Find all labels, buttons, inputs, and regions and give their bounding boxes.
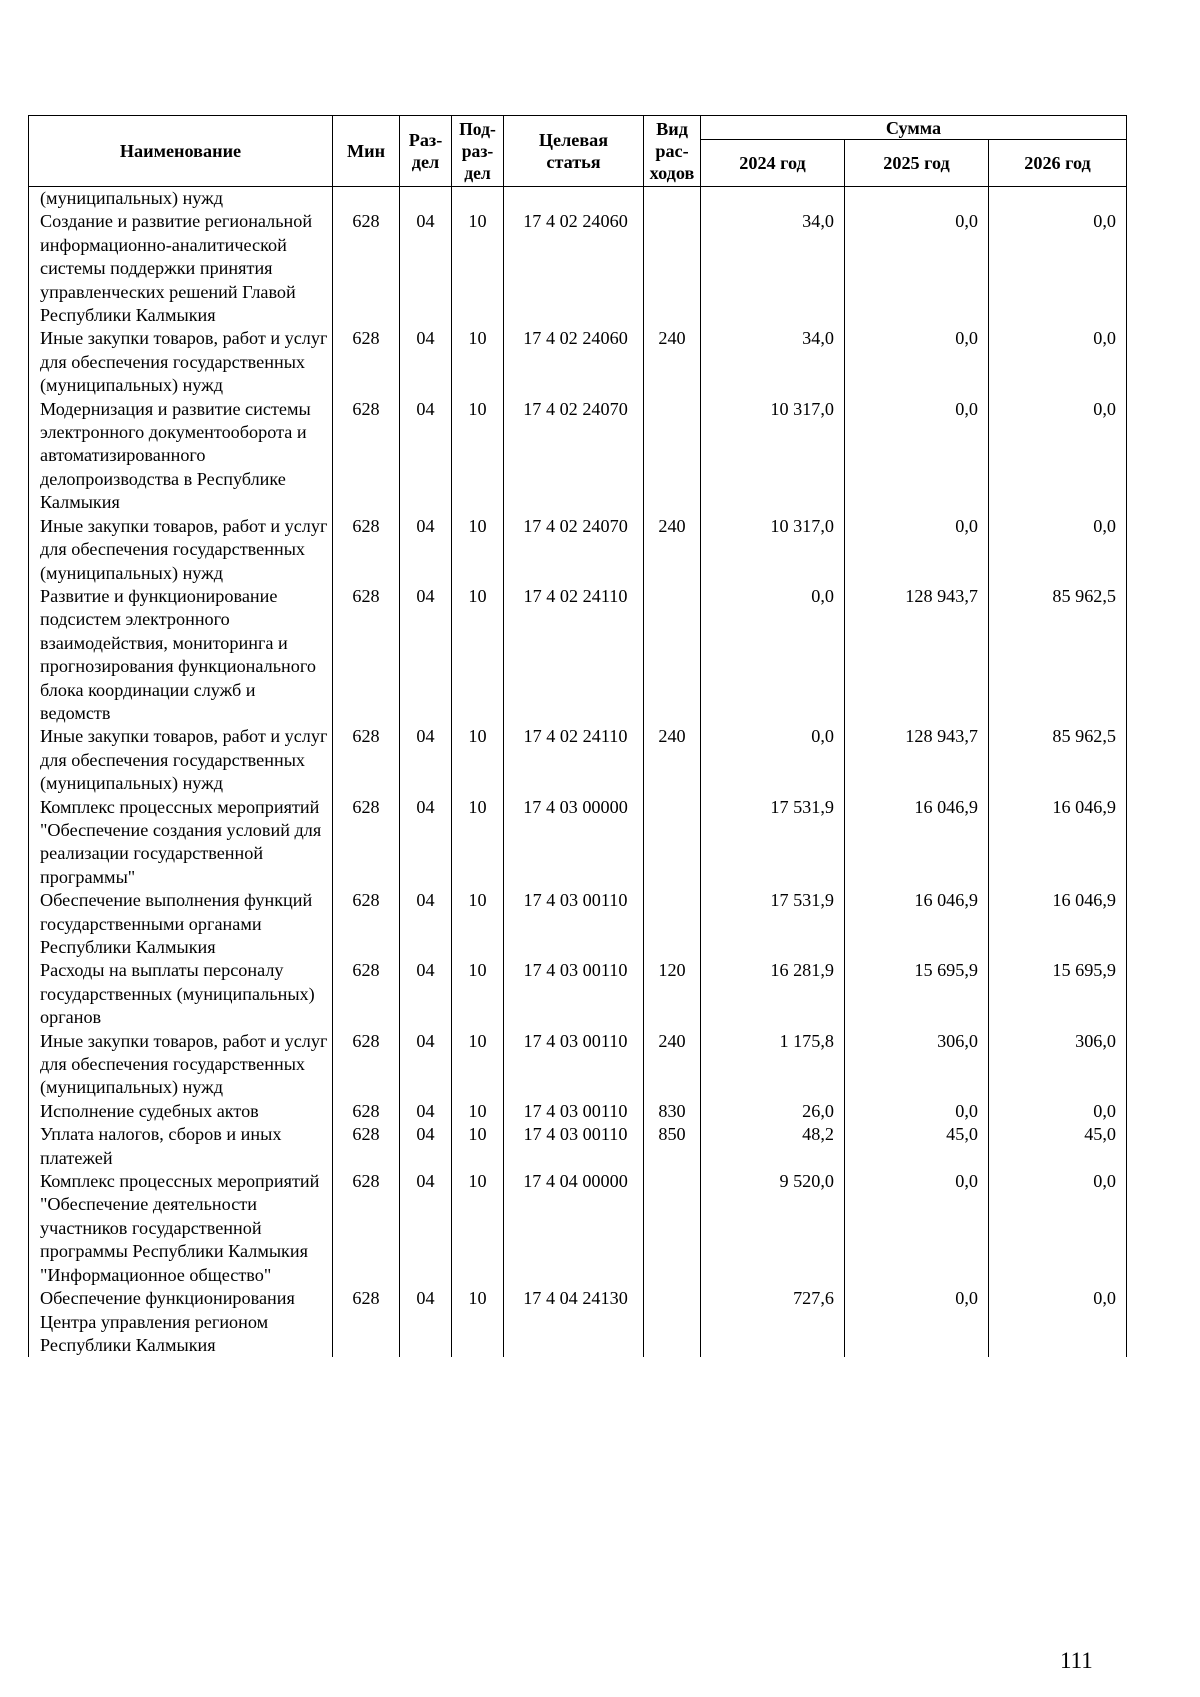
- table-row: [29, 1170, 1127, 1287]
- cell-2024: [701, 187, 845, 211]
- cell-min: 628: [333, 1100, 400, 1123]
- cell-2026: 16 046,9: [989, 889, 1127, 959]
- cell-name: Иные закупки товаров, работ и услуг для обеспечения государственных (муниципальных) нужд: [29, 515, 333, 585]
- cell-vid: [644, 796, 701, 890]
- cell-target: [504, 187, 644, 211]
- header-year-2026: 2026 год: [989, 140, 1127, 187]
- cell-2026: 306,0: [989, 1030, 1127, 1100]
- cell-min: [333, 187, 400, 211]
- cell-target: 17 4 04 24130: [504, 1287, 644, 1357]
- table-row: [29, 585, 1127, 725]
- cell-name: Иные закупки товаров, работ и услуг для обеспечения государственных (муниципальных) нужд: [29, 725, 333, 795]
- cell-razdel: 04: [400, 398, 452, 515]
- cell-vid: 240: [644, 725, 701, 795]
- cell-2026: 0,0: [989, 1287, 1127, 1357]
- table-row: [29, 210, 1127, 327]
- cell-vid: 240: [644, 515, 701, 585]
- cell-name: Исполнение судебных актов: [29, 1100, 333, 1123]
- cell-2026: 0,0: [989, 1100, 1127, 1123]
- cell-target: 17 4 04 00000: [504, 1170, 644, 1287]
- cell-2024: 1 175,8: [701, 1030, 845, 1100]
- cell-name: Обеспечение функционирования Центра управления регионом Республики Калмыкия: [29, 1287, 333, 1357]
- cell-target: 17 4 03 00110: [504, 959, 644, 1029]
- cell-2024: 48,2: [701, 1123, 845, 1170]
- cell-name: Расходы на выплаты персоналу государственных (муниципальных) органов: [29, 959, 333, 1029]
- cell-min: 628: [333, 796, 400, 890]
- cell-2024: 26,0: [701, 1100, 845, 1123]
- cell-razdel: 04: [400, 889, 452, 959]
- table-row: [29, 1100, 1127, 1123]
- table-row: [29, 889, 1127, 959]
- cell-vid: [644, 585, 701, 725]
- cell-2026: 15 695,9: [989, 959, 1127, 1029]
- cell-2024: 34,0: [701, 210, 845, 327]
- cell-vid: [644, 1170, 701, 1287]
- table-row: [29, 1123, 1127, 1170]
- cell-razdel: 04: [400, 1287, 452, 1357]
- cell-2024: 34,0: [701, 327, 845, 397]
- cell-target: 17 4 03 00110: [504, 1030, 644, 1100]
- cell-podrazdel: 10: [452, 1170, 504, 1287]
- cell-vid: 850: [644, 1123, 701, 1170]
- table-row: [29, 187, 1127, 211]
- cell-target: 17 4 02 24060: [504, 327, 644, 397]
- cell-2025: 0,0: [845, 398, 989, 515]
- cell-2026: 16 046,9: [989, 796, 1127, 890]
- cell-podrazdel: 10: [452, 889, 504, 959]
- cell-target: 17 4 03 00110: [504, 889, 644, 959]
- cell-target: 17 4 03 00110: [504, 1100, 644, 1123]
- cell-2025: [845, 187, 989, 211]
- cell-razdel: 04: [400, 1030, 452, 1100]
- cell-podrazdel: 10: [452, 1287, 504, 1357]
- cell-target: 17 4 03 00000: [504, 796, 644, 890]
- cell-2024: 10 317,0: [701, 398, 845, 515]
- cell-vid: [644, 398, 701, 515]
- cell-razdel: 04: [400, 210, 452, 327]
- cell-podrazdel: 10: [452, 515, 504, 585]
- cell-2025: 128 943,7: [845, 585, 989, 725]
- table-row: [29, 327, 1127, 397]
- cell-razdel: 04: [400, 585, 452, 725]
- cell-vid: [644, 187, 701, 211]
- header-year-2024: 2024 год: [701, 140, 845, 187]
- cell-target: 17 4 02 24060: [504, 210, 644, 327]
- header-razdel: Раз- дел: [400, 116, 452, 187]
- cell-2026: 45,0: [989, 1123, 1127, 1170]
- table-row: [29, 959, 1127, 1029]
- cell-min: 628: [333, 327, 400, 397]
- cell-vid: 240: [644, 1030, 701, 1100]
- cell-min: 628: [333, 889, 400, 959]
- table-row: [29, 796, 1127, 890]
- cell-2024: 0,0: [701, 585, 845, 725]
- cell-name: Модернизация и развитие системы электронного документооборота и автоматизированного делопроизводства в Республике Калмыкия: [29, 398, 333, 515]
- header-target: Целевая статья: [504, 116, 644, 187]
- cell-2024: 16 281,9: [701, 959, 845, 1029]
- cell-2026: 0,0: [989, 327, 1127, 397]
- cell-podrazdel: 10: [452, 210, 504, 327]
- cell-2025: 0,0: [845, 1100, 989, 1123]
- cell-vid: 120: [644, 959, 701, 1029]
- cell-2026: 0,0: [989, 515, 1127, 585]
- cell-razdel: 04: [400, 515, 452, 585]
- cell-razdel: 04: [400, 1123, 452, 1170]
- cell-podrazdel: 10: [452, 1100, 504, 1123]
- cell-2025: 0,0: [845, 327, 989, 397]
- cell-2024: 9 520,0: [701, 1170, 845, 1287]
- cell-name: Уплата налогов, сборов и иных платежей: [29, 1123, 333, 1170]
- cell-2026: 0,0: [989, 210, 1127, 327]
- cell-podrazdel: 10: [452, 1030, 504, 1100]
- cell-razdel: 04: [400, 725, 452, 795]
- cell-target: 17 4 02 24070: [504, 515, 644, 585]
- cell-vid: [644, 1287, 701, 1357]
- table-header: [29, 116, 1127, 187]
- cell-2025: 0,0: [845, 210, 989, 327]
- cell-vid: [644, 889, 701, 959]
- cell-2026: 85 962,5: [989, 585, 1127, 725]
- cell-target: 17 4 02 24110: [504, 725, 644, 795]
- cell-2026: [989, 187, 1127, 211]
- cell-name: Комплекс процессных мероприятий "Обеспечение создания условий для реализации государственной программы": [29, 796, 333, 890]
- cell-razdel: 04: [400, 796, 452, 890]
- cell-2024: 0,0: [701, 725, 845, 795]
- cell-vid: 830: [644, 1100, 701, 1123]
- cell-2025: 306,0: [845, 1030, 989, 1100]
- cell-podrazdel: 10: [452, 585, 504, 725]
- cell-razdel: 04: [400, 327, 452, 397]
- cell-razdel: 04: [400, 1170, 452, 1287]
- cell-name: Развитие и функционирование подсистем электронного взаимодействия, мониторинга и прогнозирования функционального блока координации служб и ведомств: [29, 585, 333, 725]
- table-row: [29, 1030, 1127, 1100]
- cell-min: 628: [333, 515, 400, 585]
- cell-vid: 240: [644, 327, 701, 397]
- cell-vid: [644, 210, 701, 327]
- cell-target: 17 4 02 24070: [504, 398, 644, 515]
- cell-2025: 0,0: [845, 1287, 989, 1357]
- cell-min: 628: [333, 585, 400, 725]
- cell-min: 628: [333, 725, 400, 795]
- cell-2024: 17 531,9: [701, 889, 845, 959]
- cell-name: (муниципальных) нужд: [29, 187, 333, 211]
- header-min: Мин: [333, 116, 400, 187]
- cell-2025: 16 046,9: [845, 889, 989, 959]
- cell-2025: 15 695,9: [845, 959, 989, 1029]
- cell-target: 17 4 02 24110: [504, 585, 644, 725]
- cell-min: 628: [333, 210, 400, 327]
- cell-podrazdel: 10: [452, 959, 504, 1029]
- cell-2025: 0,0: [845, 1170, 989, 1287]
- cell-min: 628: [333, 1287, 400, 1357]
- cell-name: Создание и развитие региональной информационно-аналитической системы поддержки принятия управленческих решений Главой Республики Калмыкия: [29, 210, 333, 327]
- table-row: [29, 398, 1127, 515]
- cell-razdel: 04: [400, 959, 452, 1029]
- page-number: 111: [1060, 1648, 1093, 1673]
- cell-2025: 128 943,7: [845, 725, 989, 795]
- cell-2024: 17 531,9: [701, 796, 845, 890]
- cell-podrazdel: 10: [452, 327, 504, 397]
- cell-2026: 0,0: [989, 1170, 1127, 1287]
- cell-name: Иные закупки товаров, работ и услуг для обеспечения государственных (муниципальных) нужд: [29, 1030, 333, 1100]
- cell-min: 628: [333, 1123, 400, 1170]
- header-podrazdel: Под- раз- дел: [452, 116, 504, 187]
- cell-razdel: 04: [400, 1100, 452, 1123]
- cell-2025: 0,0: [845, 515, 989, 585]
- cell-2024: 727,6: [701, 1287, 845, 1357]
- cell-razdel: [400, 187, 452, 211]
- cell-min: 628: [333, 1170, 400, 1287]
- budget-table: [28, 115, 1127, 1357]
- header-summa: Сумма: [701, 116, 1127, 140]
- table-body: [29, 187, 1127, 1358]
- cell-podrazdel: 10: [452, 1123, 504, 1170]
- cell-name: Комплекс процессных мероприятий "Обеспечение деятельности участников государственной программы Республики Калмыкия "Информационное общество": [29, 1170, 333, 1287]
- cell-podrazdel: [452, 187, 504, 211]
- cell-target: 17 4 03 00110: [504, 1123, 644, 1170]
- header-year-2025: 2025 год: [845, 140, 989, 187]
- cell-2025: 45,0: [845, 1123, 989, 1170]
- cell-podrazdel: 10: [452, 725, 504, 795]
- table-row: [29, 725, 1127, 795]
- cell-2025: 16 046,9: [845, 796, 989, 890]
- cell-min: 628: [333, 1030, 400, 1100]
- cell-2026: 0,0: [989, 398, 1127, 515]
- table-row: [29, 1287, 1127, 1357]
- header-vid: Вид рас- ходов: [644, 116, 701, 187]
- cell-min: 628: [333, 398, 400, 515]
- cell-podrazdel: 10: [452, 796, 504, 890]
- cell-podrazdel: 10: [452, 398, 504, 515]
- table-row: [29, 515, 1127, 585]
- header-name: Наименование: [29, 116, 333, 187]
- cell-name: Обеспечение выполнения функций государственными органами Республики Калмыкия: [29, 889, 333, 959]
- cell-name: Иные закупки товаров, работ и услуг для обеспечения государственных (муниципальных) нужд: [29, 327, 333, 397]
- cell-2024: 10 317,0: [701, 515, 845, 585]
- cell-2026: 85 962,5: [989, 725, 1127, 795]
- cell-min: 628: [333, 959, 400, 1029]
